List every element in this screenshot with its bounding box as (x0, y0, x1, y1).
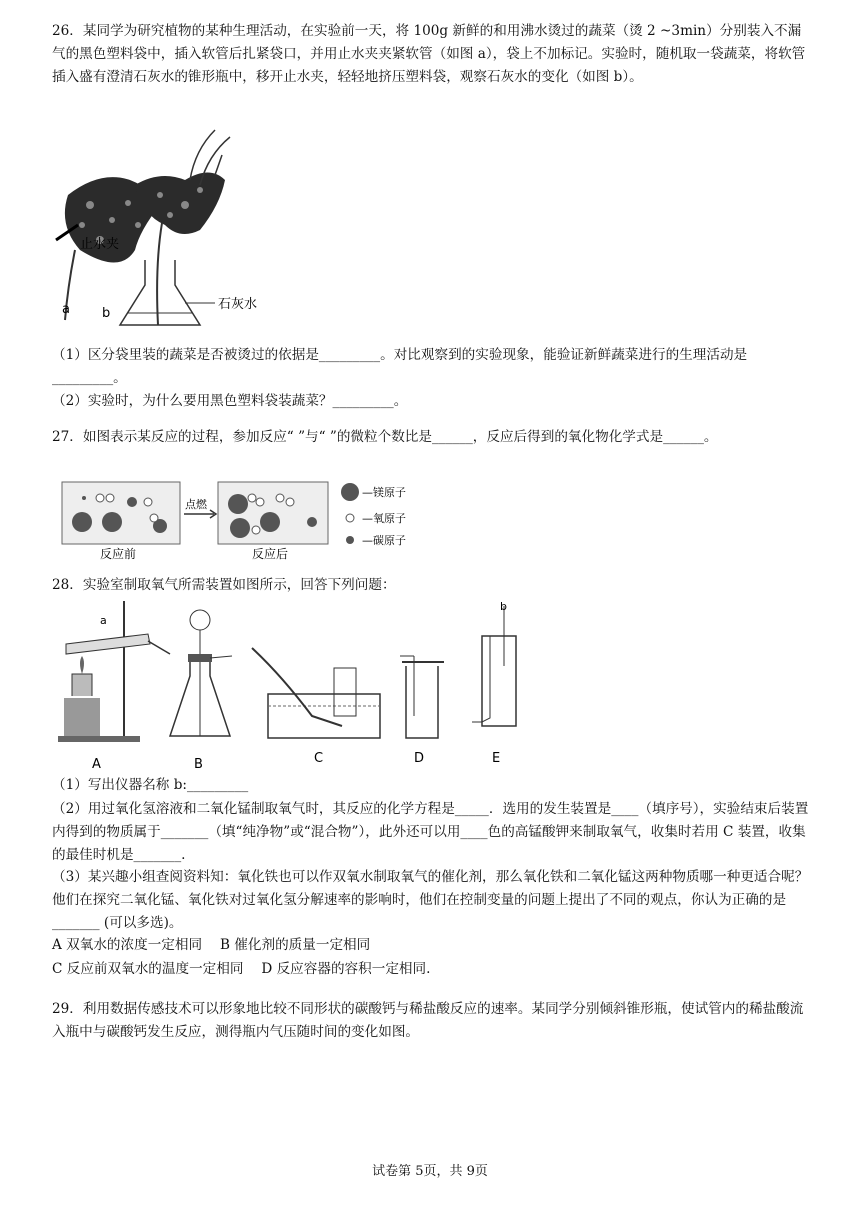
arrow-label: 点燃 (185, 498, 207, 511)
legend-mg: —镁原子 (362, 486, 406, 499)
q26-sub2: （2）实验时，为什么要用黑色塑料袋装蔬菜？_________。 (52, 393, 408, 409)
q26-figure (50, 125, 310, 335)
apparatus-C: C (314, 751, 324, 766)
before-label: 反应前 (100, 547, 137, 561)
q27-figure (60, 478, 440, 562)
q26-sub1: （1）区分袋里装的蔬菜是否被烫过的依据是_________。对比观察到的实验现象，能验证新鲜蔬菜进行的生理活动是_________。 (52, 347, 748, 386)
label-b-28: b (500, 600, 507, 613)
q28-intro: 28．实验室制取氧气所需装置如图所示，回答下列问题： (52, 577, 396, 593)
legend-o: —氧原子 (362, 512, 406, 525)
q28-apparatus-figure (52, 596, 552, 772)
q27-text: 27．如图表示某反应的过程，参加反应“ ”与“ ”的微粒个数比是______，反应后得到的氧化物化学式是______。 (52, 429, 718, 445)
apparatus-E: E (492, 751, 501, 766)
page-footer: 试卷第 5页，共 9页 (372, 1164, 488, 1179)
q28-sub1: （1）写出仪器名称 b:_________ (52, 777, 249, 793)
label-b: b (102, 306, 111, 321)
label-a-28: a (100, 614, 107, 627)
label-limewater: 石灰水 (218, 297, 258, 312)
apparatus-B: B (194, 757, 203, 772)
legend-c: —碳原子 (362, 534, 406, 547)
label-a: a (62, 302, 70, 317)
q28-sub2: （2）用过氧化氢溶液和二氧化锰制取氧气时，其反应的化学方程是_____．选用的发生装置是____（填序号），实验结束后装置内得到的物质属于_______（填“纯净物”或“混合物”），此外还可以用____色的高锰酸钾来制取氧气，收集时若用 C 装置，收集的最佳时机是_______. (52, 801, 809, 863)
q26-intro: 26．某同学为研究植物的某种生理活动，在实验前一天，将 100g 新鲜的和用沸水烫过的蔬菜（烫 2 ~3min）分别装入不漏气的黑色塑料袋中，插入软管后扎紧袋口，并用止水夹夹紧软管（如图 a），袋上不加标记。实验时，随机取一袋蔬菜，将软管插入盛有澄清石灰水的锥形瓶中，移开止水夹，轻轻地挤压塑料袋，观察石灰水的变化（如图 b）。 (52, 23, 806, 85)
q28-options-cd: C 反应前双氧水的温度一定相同 D 反应容器的容积一定相同. (52, 961, 431, 977)
q29-text: 29．利用数据传感技术可以形象地比较不同形状的碳酸钙与稀盐酸反应的速率。某同学分别倾斜锥形瓶，使试管内的稀盐酸流入瓶中与碳酸钙发生反应，测得瓶内气压随时间的变化如图。 (52, 1001, 804, 1040)
label-clip: 止水夹 (80, 237, 120, 252)
q28-sub3: （3）某兴趣小组查阅资料知：氧化铁也可以作双氧水制取氧气的催化剂，那么氧化铁和二氧化锰这两种物质哪一种更适合呢？他们在探究二氧化锰、氧化铁对过氧化氢分解速率的影响时，他们在控制变量的问题上提出了不同的观点，你认为正确的是_______ (可以多选)。 (52, 869, 809, 931)
after-label: 反应后 (252, 547, 289, 561)
apparatus-D: D (414, 751, 425, 766)
apparatus-A: A (92, 757, 101, 772)
q28-options-ab: A 双氧水的浓度一定相同 B 催化剂的质量一定相同 (52, 937, 371, 953)
